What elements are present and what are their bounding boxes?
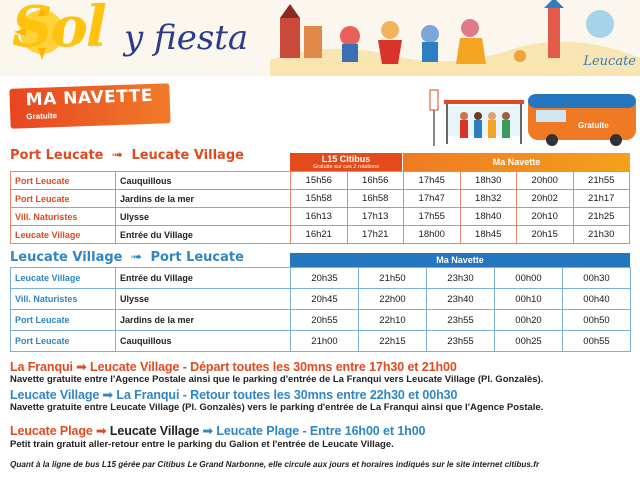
departure-time: 22h15 bbox=[359, 331, 427, 352]
arrow-right-icon: ➟ bbox=[76, 360, 87, 374]
info-from: La Franqui bbox=[10, 360, 73, 374]
stop-area: Port Leucate bbox=[11, 190, 116, 208]
departure-time: 23h55 bbox=[427, 310, 495, 331]
departure-time: 20h45 bbox=[291, 289, 359, 310]
departure-time: 15h56 bbox=[291, 172, 348, 190]
stop-name: Entrée du Village bbox=[116, 268, 291, 289]
stop-area: Port Leucate bbox=[11, 331, 116, 352]
route-title-village-to-port bbox=[10, 250, 244, 265]
departure-time: 20h10 bbox=[517, 208, 574, 226]
l15-header-label: L15 Citibus bbox=[321, 154, 371, 164]
l15-citibus-header bbox=[290, 153, 402, 171]
departure-time: 16h56 bbox=[347, 172, 404, 190]
departure-time: 16h21 bbox=[291, 226, 348, 244]
bus-label: Gratuite bbox=[578, 121, 609, 130]
arrow-right-icon: ➟ bbox=[131, 250, 142, 265]
schedule-row bbox=[11, 172, 630, 190]
departure-time: 16h13 bbox=[291, 208, 348, 226]
info-mid: Leucate Village bbox=[109, 424, 200, 438]
departure-time: 20h35 bbox=[291, 268, 359, 289]
route-from: Leucate Village bbox=[10, 250, 123, 265]
stop-area: Port Leucate bbox=[11, 172, 116, 190]
departure-time: 18h32 bbox=[460, 190, 517, 208]
departure-time: 17h45 bbox=[404, 172, 461, 190]
info-from: Leucate Village bbox=[10, 388, 100, 402]
departure-time: 00h50 bbox=[563, 310, 631, 331]
departure-time: 20h55 bbox=[291, 310, 359, 331]
info-to: Leucate Village bbox=[90, 360, 180, 374]
departure-time: 22h10 bbox=[359, 310, 427, 331]
stop-area: Vill. Naturistes bbox=[11, 289, 116, 310]
info-desc-franqui-return: Navette gratuite entre Leucate Village (Pl. Gonzalès) vers le parking d'entrée de La Franqui ainsi que l'Agence Postale. bbox=[10, 402, 544, 413]
departure-time: 16h58 bbox=[347, 190, 404, 208]
departure-time: 20h00 bbox=[517, 172, 574, 190]
route-to: Leucate Village bbox=[131, 148, 244, 163]
departure-time: 20h02 bbox=[517, 190, 574, 208]
arrow-right-icon: ➟ bbox=[102, 388, 114, 402]
departure-time: 00h20 bbox=[495, 310, 563, 331]
departure-time: 00h55 bbox=[563, 331, 631, 352]
departure-time: 00h10 bbox=[495, 289, 563, 310]
leucate-logo: Leucate bbox=[583, 54, 636, 69]
schedule-table-village-to-port bbox=[10, 267, 631, 352]
departure-time: 15h58 bbox=[291, 190, 348, 208]
departure-time: 17h47 bbox=[404, 190, 461, 208]
departure-time: 22h00 bbox=[359, 289, 427, 310]
departure-time: 18h45 bbox=[460, 226, 517, 244]
l15-header-sub: Gratuite sur ces 2 rotations bbox=[312, 164, 380, 170]
stop-name: Jardins de la mer bbox=[116, 190, 291, 208]
info-title-franqui-return bbox=[10, 387, 457, 402]
departure-time: 23h30 bbox=[427, 268, 495, 289]
info-schedule: - Retour toutes les 30mns entre 22h30 et 00h30 bbox=[179, 388, 458, 402]
badge-subtitle: Gratuite bbox=[26, 111, 58, 122]
navette-header: Ma Navette bbox=[403, 153, 630, 171]
sol-logo-text: Sol bbox=[12, 0, 106, 60]
route-to: Port Leucate bbox=[150, 250, 244, 265]
schedule-row bbox=[11, 190, 630, 208]
departure-time: 17h13 bbox=[347, 208, 404, 226]
departure-time: 23h55 bbox=[427, 331, 495, 352]
info-desc-franqui-departure: Navette gratuite entre l'Agence Postale ainsi que le parking d'entrée de La Franqui vers Leucate Village (Pl. Gonzalès). bbox=[10, 374, 544, 385]
arrow-right-icon: ➟ bbox=[202, 424, 213, 438]
schedule-row bbox=[11, 208, 630, 226]
info-schedule: - Entre 16h00 et 1h00 bbox=[299, 424, 426, 438]
departure-time: 00h40 bbox=[563, 289, 631, 310]
navette-header-return: Ma Navette bbox=[290, 253, 630, 267]
route-from: Port Leucate bbox=[10, 148, 104, 163]
departure-time: 20h15 bbox=[517, 226, 574, 244]
arrow-right-icon: ➟ bbox=[96, 424, 107, 438]
info-to: Leucate Plage bbox=[216, 424, 300, 438]
stop-name: Cauquillous bbox=[116, 331, 291, 352]
info-schedule: - Départ toutes les 30mns entre 17h30 et 21h00 bbox=[179, 360, 457, 374]
stop-name: Entrée du Village bbox=[116, 226, 291, 244]
departure-time: 18h00 bbox=[404, 226, 461, 244]
schedule-row bbox=[11, 268, 631, 289]
departure-time: 21h30 bbox=[573, 226, 630, 244]
info-from: Leucate Plage bbox=[10, 424, 93, 438]
info-desc-petit-train: Petit train gratuit aller-retour entre le parking du Galion et l'entrée de Leucate Village. bbox=[10, 439, 394, 450]
stop-name: Jardins de la mer bbox=[116, 310, 291, 331]
departure-time: 18h40 bbox=[460, 208, 517, 226]
stop-name: Cauquillous bbox=[116, 172, 291, 190]
stop-name: Ulysse bbox=[116, 289, 291, 310]
departure-time: 17h21 bbox=[347, 226, 404, 244]
route-title-port-to-village bbox=[10, 148, 244, 163]
info-title-petit-train bbox=[10, 423, 425, 438]
schedule-table-port-to-village bbox=[10, 171, 630, 244]
departure-time: 00h25 bbox=[495, 331, 563, 352]
fiesta-logo-text: y fiesta bbox=[124, 18, 249, 58]
departure-time: 17h55 bbox=[404, 208, 461, 226]
stop-name: Ulysse bbox=[116, 208, 291, 226]
arrow-right-icon: ➟ bbox=[112, 148, 123, 163]
departure-time: 21h00 bbox=[291, 331, 359, 352]
ma-navette-badge bbox=[9, 83, 170, 129]
badge-title: MA NAVETTE bbox=[25, 85, 154, 111]
festival-banner bbox=[0, 0, 640, 76]
departure-time: 21h25 bbox=[573, 208, 630, 226]
departure-time: 23h40 bbox=[427, 289, 495, 310]
stop-area: Leucate Village bbox=[11, 268, 116, 289]
departure-time: 21h55 bbox=[573, 172, 630, 190]
info-to: La Franqui bbox=[116, 388, 180, 402]
schedule-row bbox=[11, 331, 631, 352]
departure-time: 21h50 bbox=[359, 268, 427, 289]
schedule-row bbox=[11, 310, 631, 331]
stop-area: Leucate Village bbox=[11, 226, 116, 244]
departure-time: 21h17 bbox=[573, 190, 630, 208]
info-title-franqui-departure bbox=[10, 359, 457, 374]
stop-area: Port Leucate bbox=[11, 310, 116, 331]
schedule-row bbox=[11, 289, 631, 310]
departure-time: 00h00 bbox=[495, 268, 563, 289]
departure-time: 18h30 bbox=[460, 172, 517, 190]
schedule-row bbox=[11, 226, 630, 244]
departure-time: 00h30 bbox=[563, 268, 631, 289]
stop-area: Vill. Naturistes bbox=[11, 208, 116, 226]
bus-stop-illustration-icon bbox=[428, 86, 640, 148]
footnote: Quant à la ligne de bus L15 gérée par Citibus Le Grand Narbonne, elle circule aux jours et horaires indiqués sur le site internet citibus.fr bbox=[10, 460, 540, 469]
